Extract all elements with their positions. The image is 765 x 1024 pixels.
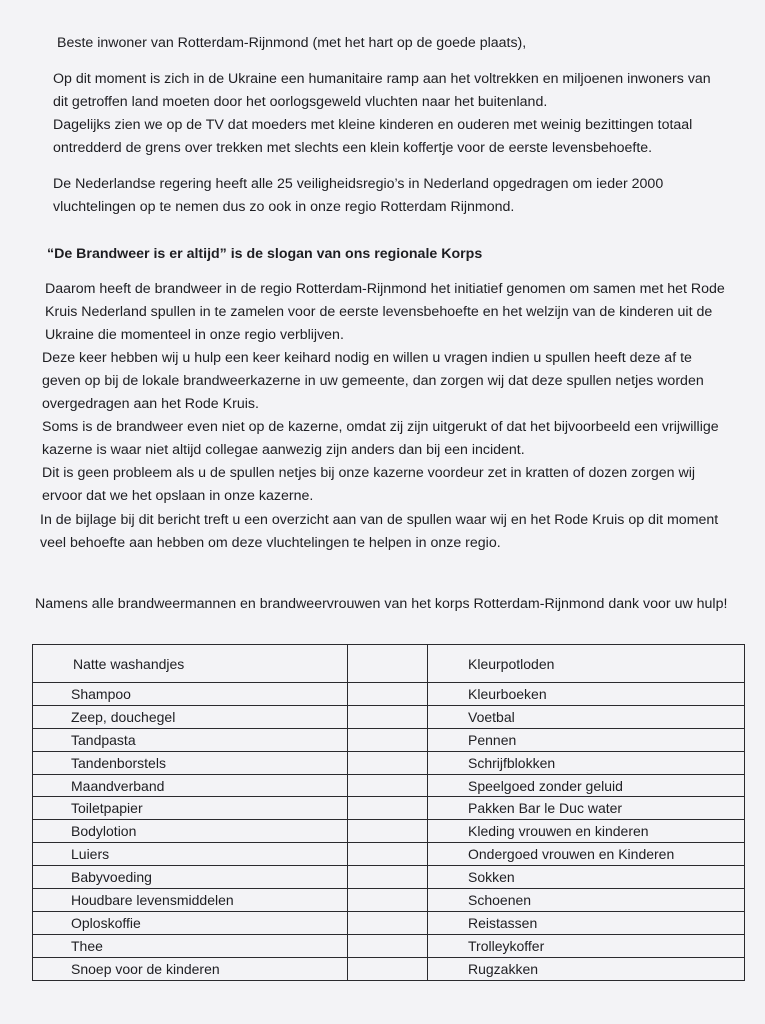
- paragraph-text: Soms is de brandweer even niet op de kazerne, omdat zij zijn uitgerukt of dat het bijvoorbeeld een vrijwillige kazerne is waar niet altijd collegae aanwezig zijn anders dan bij een incident.: [42, 419, 719, 458]
- table-cell-item-hygiene: [33, 728, 348, 751]
- table-cell-empty: [348, 728, 428, 751]
- table-cell-text: Ondergoed vrouwen en Kinderen: [468, 846, 675, 863]
- table-row: [33, 645, 745, 683]
- table-cell-text: Speelgoed zonder geluid: [468, 777, 623, 794]
- table-cell-empty: [348, 645, 428, 683]
- paragraph-attachment: In de bijlage bij dit bericht treft u een overzicht aan van de spullen waar wij en het Rode Kruis op dit moment veel behoefte aan hebben om deze vluchtelingen te helpen in onze regio.: [40, 512, 719, 551]
- table-row: [33, 683, 745, 706]
- table-cell-item-children: [428, 820, 745, 843]
- table-cell-item-hygiene: [33, 820, 348, 843]
- table-cell-text: Pakken Bar le Duc water: [468, 800, 623, 817]
- table-cell-item-hygiene: [33, 797, 348, 820]
- paragraph-text: Dagelijks zien we op de TV dat moeders met kleine kinderen en ouderen met weinig bezittingen totaal ontredderd de grens over trekken met slechts een klein koffertje voor de eerste levensbehoefte.: [53, 117, 693, 156]
- table-cell-item-children: [428, 705, 745, 728]
- table-cell-item-hygiene: [33, 957, 348, 980]
- needs-table: [32, 644, 745, 981]
- table-cell-item-hygiene: [33, 751, 348, 774]
- table-cell-empty: [348, 797, 428, 820]
- table-cell-text: Rugzakken: [468, 960, 539, 977]
- paragraph-text: Op dit moment is zich in de Ukraine een humanitaire ramp aan het voltrekken en miljoenen inwoners van dit getroffen land moeten door het oorlogsgeweld vluchten naar het buitenland.: [53, 71, 711, 110]
- table-cell-item-hygiene: [33, 645, 348, 683]
- section-heading: “De Brandweer is er altijd” is de slogan van ons regionale Korps: [47, 246, 483, 262]
- table-cell-empty: [348, 683, 428, 706]
- table-cell-item-children: [428, 683, 745, 706]
- table-cell-text: Bodylotion: [71, 823, 137, 840]
- table-cell-item-children: [428, 797, 745, 820]
- table-cell-item-hygiene: [33, 934, 348, 957]
- table-cell-empty: [348, 957, 428, 980]
- paragraph-text: Deze keer hebben wij u hulp een keer keihard nodig en willen u vragen indien u spullen heeft deze af te geven op bij de lokale brandweerkazerne in uw gemeente, dan zorgen wij dat deze spullen netjes worden overgedragen aan het Rode Kruis.: [42, 350, 704, 412]
- table-cell-item-children: [428, 911, 745, 934]
- table-cell-item-hygiene: [33, 705, 348, 728]
- table-row: [33, 911, 745, 934]
- table-row: [33, 751, 745, 774]
- table-cell-text: Tandpasta: [71, 731, 136, 748]
- table-row: [33, 957, 745, 980]
- table-cell-item-children: [428, 843, 745, 866]
- table-cell-item-children: [428, 728, 745, 751]
- table-cell-empty: [348, 843, 428, 866]
- table-cell-empty: [348, 889, 428, 912]
- table-cell-text: Schoenen: [468, 891, 532, 908]
- table-cell-text: Thee: [71, 937, 103, 954]
- table-row: [33, 797, 745, 820]
- table-row: [33, 843, 745, 866]
- table-cell-empty: [348, 911, 428, 934]
- table-cell-item-hygiene: [33, 843, 348, 866]
- table-cell-text: Kleding vrouwen en kinderen: [468, 823, 649, 840]
- table-cell-text: Snoep voor de kinderen: [71, 960, 220, 977]
- table-cell-empty: [348, 820, 428, 843]
- table-cell-text: Sokken: [468, 869, 515, 886]
- table-cell-text: Natte washandjes: [73, 655, 185, 672]
- table-cell-text: Houdbare levensmiddelen: [71, 891, 234, 908]
- table-cell-text: Reistassen: [468, 914, 538, 931]
- table-cell-text: Zeep, douchegel: [71, 708, 176, 725]
- paragraph-text: Dit is geen probleem als u de spullen netjes bij onze kazerne voordeur zet in kratten of dozen zorgen wij ervoor dat we het opslaan in onze kazerne.: [42, 465, 695, 504]
- table-row: [33, 728, 745, 751]
- paragraph-ukraine: [53, 68, 713, 160]
- table-row: [33, 774, 745, 797]
- table-cell-empty: [348, 774, 428, 797]
- table-cell-text: Shampoo: [71, 685, 131, 702]
- table-cell-text: Schrijfblokken: [468, 754, 556, 771]
- table-row: [33, 934, 745, 957]
- table-cell-text: Kleurpotloden: [468, 655, 555, 672]
- table-cell-item-hygiene: [33, 683, 348, 706]
- table-cell-text: Voetbal: [468, 708, 515, 725]
- table-cell-text: Babyvoeding: [71, 869, 152, 886]
- table-cell-item-children: [428, 957, 745, 980]
- table-cell-text: Trolleykoffer: [468, 937, 545, 954]
- table-cell-item-children: [428, 645, 745, 683]
- table-cell-text: Toiletpapier: [71, 800, 143, 817]
- table-cell-item-children: [428, 934, 745, 957]
- table-cell-empty: [348, 751, 428, 774]
- table-cell-empty: [348, 866, 428, 889]
- table-cell-item-children: [428, 774, 745, 797]
- table-cell-empty: [348, 934, 428, 957]
- table-cell-text: Oploskoffie: [71, 914, 141, 931]
- table-row: [33, 889, 745, 912]
- closing-thanks: Namens alle brandweermannen en brandweervrouwen van het korps Rotterdam-Rijnmond dank voor uw hulp!: [35, 596, 728, 612]
- table-cell-empty: [348, 705, 428, 728]
- table-cell-item-children: [428, 751, 745, 774]
- table-row: [33, 866, 745, 889]
- table-cell-item-children: [428, 889, 745, 912]
- table-cell-text: Pennen: [468, 731, 517, 748]
- paragraph-government: De Nederlandse regering heeft alle 25 veiligheidsregio’s in Nederland opgedragen om ieder 2000 vluchtelingen op te nemen dus zo ook in onze regio Rotterdam Rijnmond.: [53, 176, 664, 215]
- table-cell-text: Kleurboeken: [468, 685, 547, 702]
- salutation: Beste inwoner van Rotterdam-Rijnmond (met het hart op de goede plaats),: [57, 35, 527, 51]
- table-cell-item-hygiene: [33, 774, 348, 797]
- table-row: [33, 705, 745, 728]
- table-cell-text: Luiers: [71, 846, 110, 863]
- table-cell-item-hygiene: [33, 866, 348, 889]
- paragraph-initiative: Daarom heeft de brandweer in de regio Rotterdam-Rijnmond het initiatief genomen om samen met het Rode Kruis Nederland spullen in te zamelen voor de eerste levensbehoefte en het welzijn van de kinderen uit de Ukraine die momenteel in onze regio verblijven.: [45, 281, 725, 343]
- table-cell-item-children: [428, 866, 745, 889]
- table-cell-text: Maandverband: [71, 777, 165, 794]
- table-cell-item-hygiene: [33, 889, 348, 912]
- table-cell-item-hygiene: [33, 911, 348, 934]
- paragraph-request: [42, 347, 732, 508]
- table-row: [33, 820, 745, 843]
- table-cell-text: Tandenborstels: [71, 754, 166, 771]
